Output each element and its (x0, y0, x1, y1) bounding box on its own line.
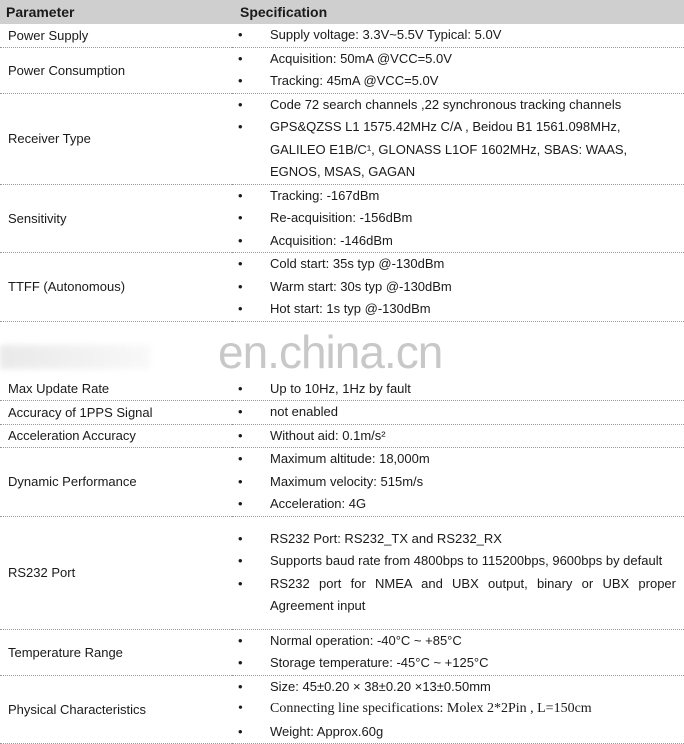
spec-item: • not enabled (232, 401, 684, 424)
param-label: RS232 Port (0, 516, 232, 629)
watermark: en.china.cn (218, 326, 443, 378)
param-label: Accuracy of 1PPS Signal (0, 401, 232, 425)
header-specification: Specification (232, 0, 684, 24)
row-max-update-rate (0, 378, 684, 401)
spec-item: • Acceleration: 4G (232, 493, 684, 516)
spec-item: • Cold start: 35s typ @-130dBm (232, 253, 684, 276)
row-acceleration-accuracy (0, 424, 684, 448)
param-label: Temperature Range (0, 629, 232, 675)
row-sensitivity (0, 184, 684, 253)
row-rs232-port (0, 516, 684, 629)
spec-item: • Warm start: 30s typ @-130dBm (232, 276, 684, 299)
spec-item: • Acquisition: -146dBm (232, 230, 684, 253)
header-parameter: Parameter (0, 0, 232, 24)
spec-item: • Maximum velocity: 515m/s (232, 471, 684, 494)
spec-item: • Supply voltage: 3.3V~5.5V Typical: 5.0V (232, 24, 684, 47)
spec-item: • Hot start: 1s typ @-130dBm (232, 298, 684, 321)
spec-item: • Tracking: 45mA @VCC=5.0V (232, 70, 684, 93)
spec-item: • RS232 Port: RS232_TX and RS232_RX (232, 528, 684, 551)
param-label: Power Supply (0, 24, 232, 47)
spec-item: • Storage temperature: -45°C ~ +125°C (232, 652, 684, 675)
spec-item: • Supports baud rate from 4800bps to 115200bps, 9600bps by default (232, 550, 684, 573)
param-label: TTFF (Autonomous) (0, 253, 232, 322)
row-physical-characteristics (0, 675, 684, 744)
spec-item: • RS232 port for NMEA and UBX output, binary or UBX proper Agreement input (232, 573, 684, 618)
spec-item: • Without aid: 0.1m/s² (232, 425, 684, 448)
row-temperature-range (0, 629, 684, 675)
param-label: Power Consumption (0, 47, 232, 93)
row-power-supply (0, 24, 684, 47)
spec-item: • Maximum altitude: 18,000m (232, 448, 684, 471)
spec-item: • Re-acquisition: -156dBm (232, 207, 684, 230)
spec-item: • Code 72 search channels ,22 synchronous tracking channels (232, 94, 684, 117)
spec-item: • Up to 10Hz, 1Hz by fault (232, 378, 684, 401)
param-label: Dynamic Performance (0, 448, 232, 517)
header-row (0, 0, 684, 24)
spec-item: • Weight: Approx.60g (232, 721, 684, 744)
row-power-consumption (0, 47, 684, 93)
param-label: Max Update Rate (0, 378, 232, 401)
blurred-text-strip (0, 345, 150, 369)
row-1pps-accuracy (0, 401, 684, 425)
spec-item: • Size: 45±0.20 × 38±0.20 ×13±0.50mm (232, 676, 684, 699)
spec-item: • Normal operation: -40°C ~ +85°C (232, 630, 684, 653)
spec-item: • Connecting line specifications: Molex 2*2Pin , L=150cm (232, 698, 684, 721)
spec-item: • Tracking: -167dBm (232, 185, 684, 208)
row-dynamic-performance (0, 448, 684, 517)
row-ttff (0, 253, 684, 322)
param-label: Receiver Type (0, 93, 232, 184)
row-receiver-type (0, 93, 684, 184)
spec-item: • Acquisition: 50mA @VCC=5.0V (232, 48, 684, 71)
spec-item: • GPS&QZSS L1 1575.42MHz C/A , Beidou B1 1561.098MHz, GALILEO E1B/C¹, GLONASS L1OF 1602MHz, SBAS: WAAS, EGNOS, MSAS, GAGAN (232, 116, 684, 184)
param-label: Sensitivity (0, 184, 232, 253)
param-label: Physical Characteristics (0, 675, 232, 744)
param-label: Acceleration Accuracy (0, 424, 232, 448)
